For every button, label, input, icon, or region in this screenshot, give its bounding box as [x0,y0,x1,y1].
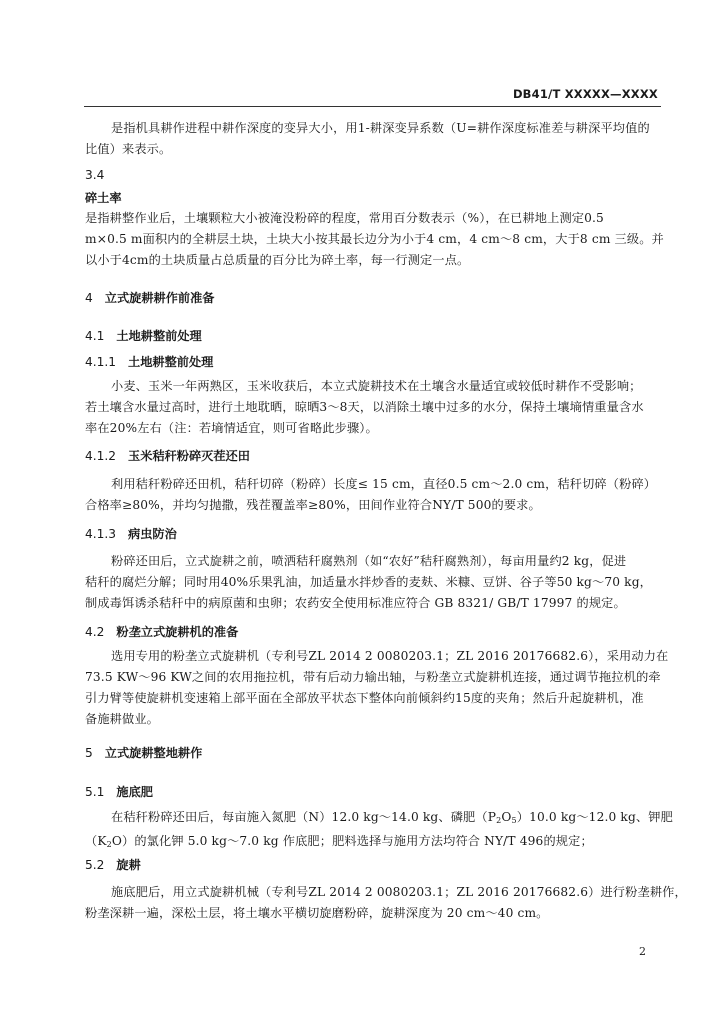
text-line: 制成毒饵诱杀秸秆中的病原菌和虫卵；农药安全使用标准应符合 GB 8321/ GB/T 17997 的规定。 [85,596,626,610]
subscript: 2 [106,840,112,849]
section-number: 4 [85,291,93,305]
text-line: 利用秸秆粉碎还田机，秸秆切碎（粉碎）长度≤ 15 cm，直径0.5 cm～2.0 cm，秸秆切碎（粉碎） [111,477,657,491]
text-line: 引力臂等使旋耕机变速箱上部平面在全部放平状态下整体向前倾斜约15度的夹角；然后升起旋耕机，准 [85,691,644,705]
text-line: 率在20%左右（注：若墒情适宜，则可省略此步骤）。 [85,421,378,435]
paragraph-continuation [85,118,661,160]
header-rule [84,106,661,107]
text-run: O）的氯化钾 5.0 kg～7.0 kg 作底肥；肥料选择与施用方法均符合 NY/T 496的规定； [111,834,593,848]
text-line: 是指机具耕作进程中耕作深度的变异大小，用1-耕深变异系数（U=耕作深度标准差与耕深平均值的 [111,121,650,135]
paragraph-5-1 [85,807,673,855]
paragraph-4-1-1 [85,376,661,439]
text-line [85,831,661,855]
term-title-3-4 [85,189,122,207]
text-line: 73.5 KW～96 KW之间的农用拖拉机，带有后动力输出轴，与粉垄立式旋耕机连接，通过调节拖拉机的牵 [85,670,661,684]
section-heading-4-1 [85,327,202,345]
section-heading-4-1-3 [85,525,177,543]
section-number: 5 [85,746,93,760]
page-number: 2 [639,945,646,958]
section-heading-4 [85,289,214,307]
section-title: 土地耕整前处理 [128,355,214,369]
section-title: 粉垄立式旋耕机的准备 [116,625,239,639]
section-heading-5-1 [85,783,153,801]
text-run: O [501,810,512,824]
paragraph-4-1-3 [85,551,661,614]
section-number: 4.1.3 [85,527,117,541]
section-title: 旋耕 [116,858,141,872]
section-number: 4.1 [85,329,105,343]
section-title: 病虫防治 [128,527,177,541]
paragraph-3-4 [85,208,664,271]
subscript: 2 [496,816,502,825]
section-number: 4.1.1 [85,355,117,369]
section-title: 施底肥 [116,785,153,799]
text-line: 备施耕做业。 [85,712,160,726]
subscript: 5 [511,816,517,825]
section-number: 5.1 [85,785,105,799]
text-run: 在秸秆粉碎还田后，每亩施入氮肥（N）12.0 kg～14.0 kg、磷肥（P [111,810,497,824]
text-line: 若土壤含水量过高时，进行土地耽晒，晾晒3～8天，以消除土壤中过多的水分，保持土壤墒情重量含水 [85,400,644,414]
text-run: （K [85,834,107,848]
text-line: 小麦、玉米一年两熟区，玉米收获后，本立式旋耕技术在土壤含水量适宜或较低时耕作不受影响； [111,379,642,393]
document-code: DB41/T XXXXX—XXXX [512,87,658,101]
section-title: 立式旋耕耕作前准备 [104,291,215,305]
text-line: 以小于4cm的土块质量占总质量的百分比为碎土率，每一行测定一点。 [85,253,470,267]
text-run: ）10.0 kg～12.0 kg、钾肥 [516,810,673,824]
text-line: 施底肥后，用立式旋耕机械（专利号ZL 2014 2 0080203.1；ZL 2016 20176682.6）进行粉垄耕作， [111,885,687,899]
text-line: 是指耕整作业后，土壤颗粒大小被淹没粉碎的程度，常用百分数表示（%），在已耕地上测定0.5 [85,211,604,225]
text-line: 粉碎还田后，立式旋耕之前，喷洒秸秆腐熟剂（如“农好”秸秆腐熟剂），每亩用量约2 kg，促进 [111,554,627,568]
text-line: 比值）来表示。 [85,142,172,156]
paragraph-4-1-2 [85,474,661,516]
section-heading-5 [85,744,202,762]
section-heading-4-1-2 [85,447,250,465]
text-line: 选用专用的粉垄立式旋耕机（专利号ZL 2014 2 0080203.1；ZL 2016 20176682.6），采用动力在 [111,649,669,663]
section-heading-4-1-1 [85,353,213,371]
section-title: 土地耕整前处理 [116,329,202,343]
section-title: 立式旋耕整地耕作 [104,746,203,760]
section-heading-4-2 [85,623,238,641]
section-number: 4.2 [85,625,105,639]
paragraph-4-2 [85,646,669,730]
text-line [85,807,673,831]
paragraph-5-2 [85,882,687,924]
section-number: 5.2 [85,858,105,872]
section-title: 玉米秸秆粉碎灭茬还田 [128,449,250,463]
section-heading-5-2 [85,856,141,874]
clause-number-3-4: 3.4 [85,168,105,182]
text-line: 秸秆的腐烂分解；同时用40%乐果乳油，加适量水拌炒香的麦麸、米糠、豆饼、谷子等50 kg～70 kg， [85,575,653,589]
term-title-text: 碎土率 [85,191,122,205]
text-line: 合格率≥80%，并均匀抛撒，残茬覆盖率≥80%，田间作业符合NY/T 500的要求。 [85,498,541,512]
text-line: 粉垄深耕一遍，深松土层，将土壤水平横切旋磨粉碎，旋耕深度为 20 cm～40 cm。 [85,906,549,920]
section-number: 4.1.2 [85,449,117,463]
text-line: m×0.5 m面积内的全耕层土块，土块大小按其最长边分为小于4 cm，4 cm～8 cm，大于8 cm 三级。并 [85,232,664,246]
